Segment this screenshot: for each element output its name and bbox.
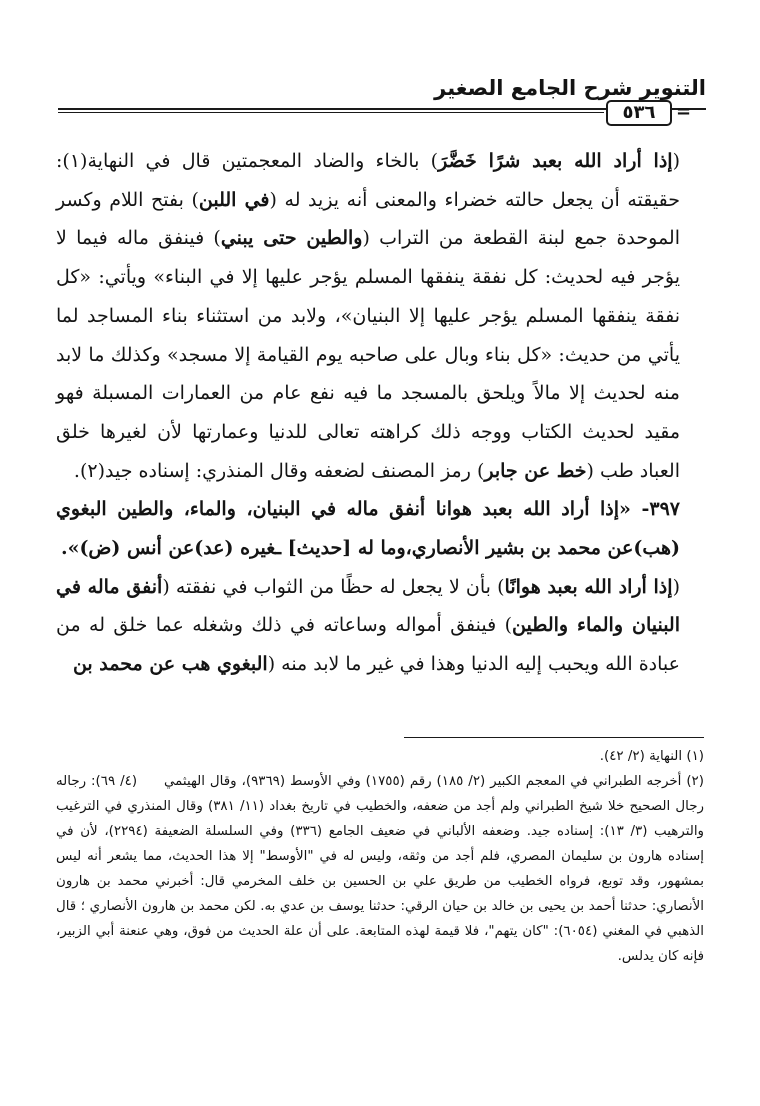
matn-phrase: البغوي هب عن محمد بن [72,653,268,676]
matn-phrase: أنفق ماله في البنيان والماء والطين [56,575,681,637]
page-number: ٥٣٦ [606,100,672,126]
matn-phrase: في اللبن [198,188,270,211]
footnote-ref: (٢) [79,459,106,482]
running-title: التنوير شرح الجامع الصغير [434,76,706,100]
header-rule-secondary [58,112,604,113]
page-number-mark: = [676,101,692,122]
hadith-397: ٣٩٧- «إذا أراد الله بعبد هوانا أنفق ماله في البنيان، والماء، والطين البغوي (هب)عن محمد بن بشير الأنصاري،وما له [حديث] ـغيره (عد)عن أنس (ض)». [56,498,680,560]
matn-phrase: إذا أراد الله بعبد شرًا خَضَّرَ [438,150,673,172]
commentary-paragraph-2: (إذا أراد الله بعبد هوانًا) بأن لا يجعل له حظًا من الثواب في نفقته (أنفق ماله في البنيان والماء والطين) فينفق أمواله وساعاته في ذلك وشغله عما خلق له من عبادة الله ويحبب إليه الدنيا وهذا في غير ما لابد منه (البغوي هب عن محمد بن [56,575,681,676]
matn-phrase: خط عن جابر [484,459,587,482]
footnotes [56,744,704,969]
footnote-1: (١) النهاية (٢/ ٤٢). [599,749,704,764]
main-text [56,142,704,684]
footnote-2: (٢) أخرجه الطبراني في المعجم الكبير (٢/ ١٨٥) رقم (١٧٥٥) وفي الأوسط (٩٣٦٩)، وقال الهيثمي (٤/ ٦٩): رجاله رجال الصحيح خلا شيخ الطبراني ولم أجد من ضعفه، والخطيب في تاريخ بغداد (١١/ ٣٨١) وقال المنذري في الترغيب والترهيب (٣/ ١٣): إسناده جيد. وضعفه الألباني في ضعيف الجامع (٣٣٦) وفي السلسلة الضعيفة (٢٢٩٤)، لأن في إسناده هارون بن سليمان المصري، فلم أجد من وثقه، وليس له في "الأوسط" إلا هذا الحديث، مما يشعر أنه ليس بمشهور، وقد توبع، فرواه الخطيب من طريق علي بن الحسين بن خلف المخرمي قال: أخبرني محمد بن هارون الأنصاري: حدثنا أحمد بن يحيى بن خالد بن حيان الرقي: حدثنا يوسف بن عدي به. لكن محمد بن هارون الأنصاري ؛ قال الذهبي في المغني (٦٠٥٤): "كان يتهم"، فلا قيمة لهذه المتابعة. على أن علة الحديث من فوق، وهي عنعنة أبي الزبير، فإنه كان يدلس. [56,774,704,964]
footnote-ref: (١) [62,150,88,172]
matn-phrase: والطين حتى يبني [220,227,363,250]
footnote-separator [404,737,704,738]
matn-phrase: إذا أراد الله بعبد هوانًا [504,575,673,598]
commentary-paragraph-1: (إذا أراد الله بعبد شرًا خَضَّرَ) بالخاء والضاد المعجمتين قال في النهاية(١): حقيقته أن يجعل حالته خضراء والمعنى أنه يزيد له (في اللبن) بفتح اللام وكسر الموحدة جمع لبنة القطعة من التراب (والطين حتى يبني) فينفق ماله فيما لا يؤجر فيه لحديث: كل نفقة ينفقها المسلم يؤجر عليها إلا في البناء» ويأتي: «كل نفقة ينفقها المسلم يؤجر عليها إلا البنيان»، ولابد من استثناء بناء المساجد لما يأتي من حديث: «كل بناء وبال على صاحبه يوم القيامة إلا مسجد» وكذلك ما لابد منه لحديث إلا مالاً ويلحق بالمسجد ما فيه نفع عام من العمارات المسبلة فهو مقيد لحديث الكتاب ووجه ذلك كراهته تعالى للدنيا وعمارتها لأن لغيرها خلق العباد طب (خط عن جابر) رمز المصنف لضعفه وقال المنذري: إسناده جيد(٢). [56,150,680,482]
